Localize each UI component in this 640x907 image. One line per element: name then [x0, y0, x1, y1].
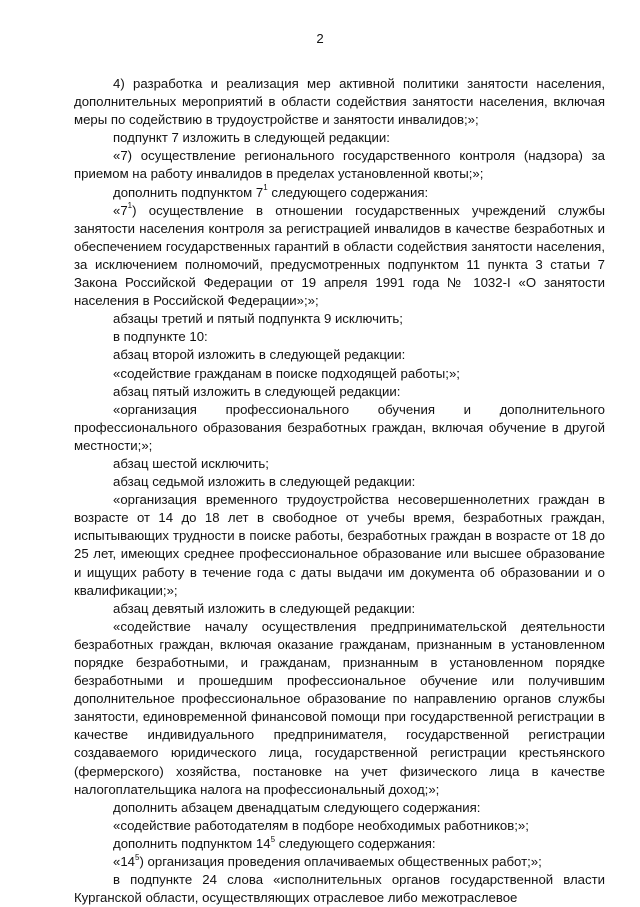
paragraph-text: ) организация проведения оплачиваемых общественных работ;»; — [139, 854, 542, 870]
paragraph: «организация временного трудоустройства несовершеннолетних граждан в возрасте от 14 до 18 лет в свободное от учебы время, безработных граждан, испытывающих трудности в поиске работы, безработных граждан в возрасте от 18 до 25 лет, имеющих среднее профессиональное образование или высшее образование и ищущих работу в течение года с даты выдачи им документа об образовании и о квалификации;»; — [74, 492, 605, 598]
paragraph: «организация профессионального обучения и дополнительного профессионального образования безработных граждан, включая обучение в другой местности;»; — [74, 401, 605, 453]
paragraph-text: «7 — [113, 202, 128, 218]
paragraph-text: следующего содержания: — [275, 835, 436, 851]
paragraph: абзац пятый изложить в следующей редакции: — [113, 383, 401, 399]
paragraph: абзац седьмой изложить в следующей редакции: — [113, 474, 416, 490]
paragraph: «содействие гражданам в поиске подходящей работы;»; — [113, 365, 460, 381]
paragraph: подпункт 7 изложить в следующей редакции: — [113, 130, 390, 146]
paragraph: абзац второй изложить в следующей редакции: — [113, 347, 406, 363]
paragraph: дополнить абзацем двенадцатым следующего содержания: — [113, 799, 481, 815]
superscript: 1 — [127, 201, 133, 211]
paragraph-text: ) осуществление в отношении государственных учреждений службы занятости населения контроля за регистрацией инвалидов в качестве безработных и обеспечением государственных гарантий в области содействия занятости населения, за исключением полномочий, предусмотренных подпунктом 11 пункта 3 статьи 7 Закона Российской Федерации от 19 апреля 1991 года № 1032-I «О занятости населения в Российской Федерации»;»; — [74, 202, 605, 309]
paragraph-text: «14 — [113, 854, 136, 870]
superscript: 5 — [135, 852, 140, 862]
paragraph-text: следующего содержания: — [267, 184, 429, 200]
paragraph: в подпункте 24 слова «исполнительных органов государственной власти Курганской области, осуществляющих отраслевое либо межотраслевое — [74, 872, 605, 906]
superscript: 1 — [263, 183, 268, 193]
paragraph — [74, 202, 605, 311]
paragraph: «содействие началу осуществления предпринимательской деятельности безработных граждан, включая оказание гражданам, признанным в установленном порядке безработными, и гражданам, признанным в установленном порядке безработными и прошедшим профессиональное обучение или получившим дополнительное профессиональное образование по направлению органов службы занятости, единовременной финансовой помощи при государственной регистрации в качестве индивидуального предпринимателя, государственной регистрации создаваемого юридического лица, государственной регистрации крестьянского (фермерского) хозяйства, постановке на учет физического лица в качестве налогоплательщика налога на профессиональный доход;»; — [74, 618, 605, 797]
paragraph: «7) осуществление регионального государственного контроля (надзора) за приемом на работу инвалидов в пределах установленной квоты;»; — [74, 148, 605, 182]
paragraph: абзац девятый изложить в следующей редакции: — [113, 600, 416, 616]
paragraph-text: дополнить подпунктом 7 — [113, 184, 264, 200]
paragraph-text: дополнить подпунктом 14 — [113, 835, 271, 851]
document-body — [74, 75, 605, 907]
paragraph: абзацы третий и пятый подпункта 9 исключить; — [113, 311, 403, 327]
paragraph: в подпункте 10: — [113, 329, 208, 345]
paragraph: «содействие работодателям в подборе необходимых работников;»; — [113, 817, 529, 833]
paragraph — [74, 835, 605, 853]
paragraph: абзац шестой исключить; — [113, 455, 269, 471]
paragraph — [74, 853, 605, 871]
paragraph — [74, 184, 605, 202]
paragraph: 4) разработка и реализация мер активной политики занятости населения, дополнительных мероприятий в области содействия занятости населения, включая меры по содействию в трудоустройстве и занятости инвалидов;»; — [74, 76, 605, 128]
page-number: 2 — [316, 31, 324, 46]
superscript: 5 — [270, 834, 276, 844]
